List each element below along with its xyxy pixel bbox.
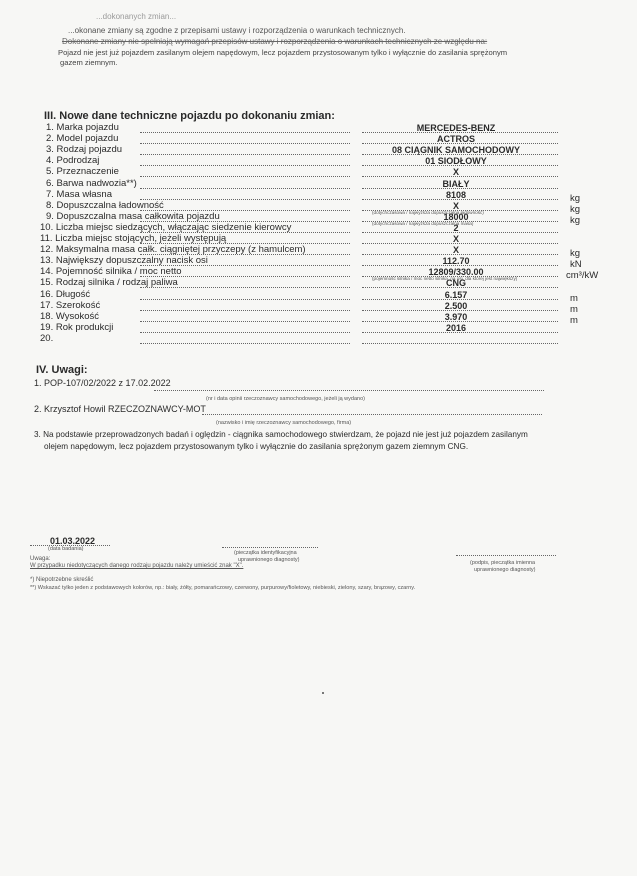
row-value: 6.157 — [444, 289, 468, 300]
header-line-3: Pojazd nie jest już pojazdem zasilanym olejem napędowym, lecz pojazdem przystosowanym tylko i wyłącznie do zasilania sprężonym — [58, 48, 508, 57]
row-value: CNG — [446, 278, 466, 289]
sign-caption-1: (podpis, pieczątka imienna — [470, 560, 536, 566]
row-unit: kg — [570, 203, 581, 215]
row-value: X — [452, 200, 459, 211]
section-3-title: III. Nowe dane techniczne pojazdu po dokonaniu zmian: — [44, 110, 335, 122]
row-dotted-line — [140, 299, 350, 300]
row-unit: m — [570, 314, 578, 326]
row-value: 18000 — [443, 211, 469, 222]
row-label: 19. Rok produkcji — [40, 321, 114, 333]
row-value: X — [452, 245, 459, 256]
row-label: 20. — [40, 332, 54, 344]
header-line-4: gazem ziemnym. — [60, 58, 118, 67]
row-value: 8108 — [445, 189, 467, 200]
header-line-2-struck: Dokonane zmiany nie spełniają wymagań przepisów ustawy i rozporządzenia o warunkach technicznych ze względu na: — [62, 37, 488, 46]
row-label: 2. Model pojazdu — [46, 133, 119, 145]
row-dotted-line — [140, 343, 350, 344]
remark-2-dotted-line — [202, 414, 542, 415]
footnote-1: *) Niepotrzebne skreślić — [30, 577, 94, 583]
footnote-2: **) Wskazać tylko jeden z podstawowych kolorów, np.: biały, żółty, pomarańczowy, czerwony, purpurowy/fioletowy, niebieski, zielony, szary, brązowy, czarny. — [30, 585, 416, 591]
row-unit: cm³/kW — [566, 270, 599, 282]
row-label: 7. Masa własna — [46, 188, 113, 200]
row-value: X — [452, 234, 459, 244]
row-label: 6. Barwa nadwozia**) — [46, 177, 137, 189]
row-value: MERCEDES-BENZ — [416, 123, 496, 133]
row-dotted-line — [140, 143, 350, 144]
row-value: 08 CIĄGNIK SAMOCHODOWY — [391, 145, 520, 156]
row-label: 5. Przeznaczenie — [46, 166, 119, 178]
row-label: 1. Marka pojazdu — [46, 122, 119, 133]
remark-1-dotted-line — [154, 390, 544, 391]
row-label: 8. Dopuszczalna ładowność — [46, 199, 164, 211]
row-value: 2016 — [445, 322, 467, 333]
row-label: 9. Dopuszczalna masa całkowita pojazdu — [46, 210, 220, 222]
row-dotted-line — [140, 132, 350, 133]
section-4-title: IV. Uwagi: — [36, 364, 88, 376]
stamp-line — [222, 547, 318, 548]
row-value-dotted-line — [362, 343, 558, 344]
row-label: 17. Szerokość — [40, 299, 101, 311]
notes-title: Uwaga: — [30, 556, 51, 562]
row-unit: kg — [570, 214, 581, 226]
row-label: 18. Wysokość — [40, 310, 100, 322]
remark-3-line-2: olejem napędowym, lecz pojazdem przystosowanym tylko i wyłącznie do zasilania sprężonym gazem ziemnym CNG. — [44, 442, 469, 451]
row-note: (pojemność silnika / moc netto silnika, na osi, dla której jest największy) — [372, 276, 518, 282]
remark-1: 1. POP-107/02/2022 z 17.02.2022 — [34, 378, 171, 388]
inspection-date: 01.03.2022 — [50, 536, 96, 546]
row-value: 12809/330.00 — [428, 267, 484, 278]
scan-speck — [322, 692, 324, 694]
date-caption: (data badania) — [48, 546, 84, 552]
row-label: 16. Długość — [40, 288, 91, 300]
row-label: 13. Największy dopuszczalny nacisk osi — [40, 255, 208, 267]
row-label: 11. Liczba miejsc stojących, jeżeli występują — [40, 233, 227, 244]
row-label: 14. Pojemność silnika / moc netto — [40, 266, 182, 278]
row-unit: kg — [570, 192, 581, 204]
row-unit: kN — [570, 259, 582, 271]
row-value: BIAŁY — [442, 178, 470, 189]
row-label: 12. Maksymalna masa całk. ciągniętej przyczepy (z hamulcem) — [40, 244, 306, 256]
remark-2-caption: (nazwisko i imię rzeczoznawcy samochodowego, firma) — [216, 420, 352, 426]
stamp-caption-1: (pieczątka identyfikacyjna — [234, 550, 297, 556]
row-dotted-line — [140, 199, 350, 200]
row-unit: kg — [570, 248, 581, 260]
header-line-1: ...okonane zmiany są zgodne z przepisami ustawy i rozporządzenia o warunkach technicznych. — [68, 26, 406, 35]
row-value: 2 — [453, 222, 459, 233]
row-value: 01 SIODŁOWY — [425, 156, 487, 167]
remark-1-caption: (nr i data opinii rzeczoznawcy samochodowego, jeżeli ją wydano) — [206, 396, 365, 402]
row-value: 2.500 — [444, 300, 468, 311]
row-value: 3.970 — [444, 311, 468, 322]
remark-3-line-1: 3. Na podstawie przeprowadzonych badań i oględzin - ciągnika samochodowego stwierdzam, że pojazd nie jest już pojazdem zasilanym — [34, 430, 528, 439]
row-label: 4. Podrodzaj — [46, 155, 100, 167]
row-dotted-line — [140, 321, 350, 322]
row-label: 10. Liczba miejsc siedzących, włączając siedzenie kierowcy — [40, 221, 292, 233]
row-dotted-line — [140, 188, 350, 189]
row-label: 15. Rodzaj silnika / rodzaj paliwa — [40, 277, 178, 289]
row-unit: m — [570, 303, 578, 315]
sign-caption-2: uprawnionego diagnosty) — [474, 567, 536, 573]
row-dotted-line — [140, 165, 350, 166]
note-x: W przypadku niedotyczących danego rodzaju pojazdu należy umieścić znak "X". — [30, 563, 244, 569]
row-value: ACTROS — [437, 134, 475, 145]
row-value: 112.70 — [442, 256, 470, 267]
remark-2: 2. Krzysztof Howil RZECZOZNAWCY-MOT — [34, 404, 206, 414]
diagnostician-signature-line — [456, 555, 556, 556]
row-value: X — [452, 167, 459, 178]
row-dotted-line — [140, 332, 350, 333]
header-top-faded: ...dokonanych zmian... — [96, 12, 177, 21]
row-note: (dotychczasowa / najwyższa dopuszczalna ładowność) — [372, 209, 484, 215]
row-unit: m — [570, 292, 578, 304]
row-dotted-line — [140, 154, 350, 155]
stamp-caption-2: uprawnionego diagnosty) — [238, 557, 300, 563]
row-dotted-line — [140, 287, 350, 288]
row-label: 3. Rodzaj pojazdu — [46, 144, 123, 156]
row-dotted-line — [140, 310, 350, 311]
row-dotted-line — [140, 176, 350, 177]
row-note: (dotychczasowa / najwyższa dopuszczalna masa) — [372, 220, 474, 226]
